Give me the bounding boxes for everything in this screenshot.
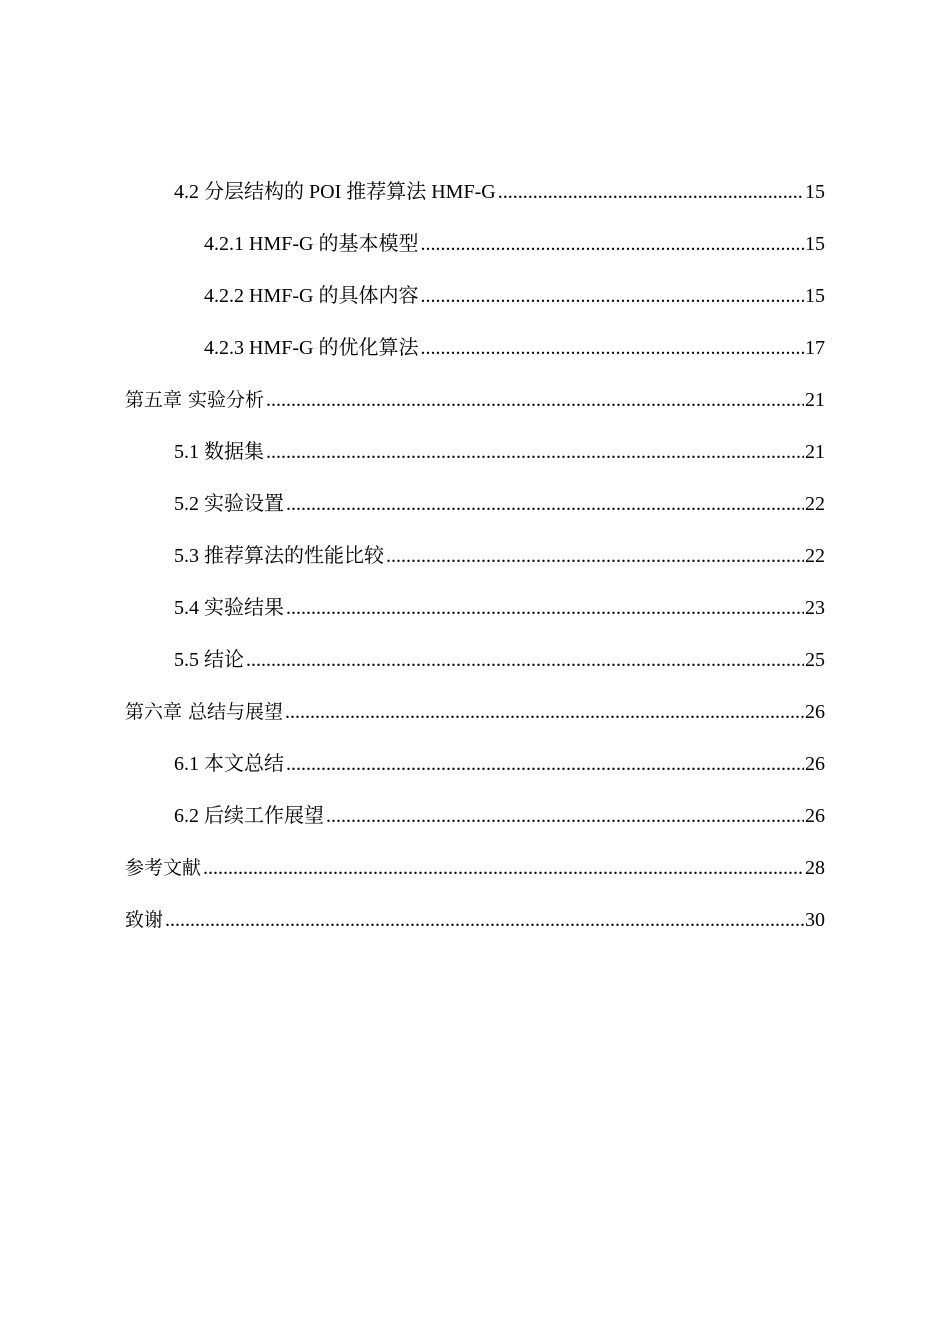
toc-entry-4-2-3[interactable] bbox=[204, 312, 825, 360]
dot-leader bbox=[266, 388, 804, 412]
toc-entry-label: 5.1 数据集 bbox=[174, 441, 264, 463]
dot-leader bbox=[165, 908, 804, 932]
toc-entry-4-2-2[interactable] bbox=[204, 260, 825, 308]
toc-entry-chapter-5[interactable] bbox=[125, 364, 825, 412]
toc-page-number: 26 bbox=[805, 701, 825, 723]
toc-entry-label: 第六章 总结与展望 bbox=[125, 701, 284, 723]
toc-page-number: 21 bbox=[805, 389, 825, 411]
dot-leader bbox=[286, 752, 804, 776]
toc-entry-5-3[interactable] bbox=[174, 520, 825, 568]
toc-entry-label: 5.4 实验结果 bbox=[174, 597, 284, 619]
toc-page-number: 21 bbox=[805, 441, 825, 463]
toc-entry-6-1[interactable] bbox=[174, 728, 825, 776]
toc-entry-label: 5.5 结论 bbox=[174, 649, 244, 671]
toc-entry-4-2-1[interactable] bbox=[204, 208, 825, 256]
toc-entry-label: 致谢 bbox=[125, 909, 164, 931]
dot-leader bbox=[420, 284, 804, 308]
toc-entry-5-5[interactable] bbox=[174, 624, 825, 672]
dot-leader bbox=[286, 596, 804, 620]
toc-page-number: 17 bbox=[805, 337, 825, 359]
toc-page-number: 15 bbox=[805, 285, 825, 307]
dot-leader bbox=[386, 544, 804, 568]
toc-entry-label: 4.2 分层结构的 POI 推荐算法 HMF-G bbox=[174, 181, 496, 203]
toc-entry-label: 6.1 本文总结 bbox=[174, 753, 284, 775]
toc-entry-5-1[interactable] bbox=[174, 416, 825, 464]
toc-page-number: 28 bbox=[805, 857, 825, 879]
dot-leader bbox=[286, 492, 804, 516]
dot-leader bbox=[246, 648, 804, 672]
toc-page-number: 26 bbox=[805, 753, 825, 775]
dot-leader bbox=[266, 440, 804, 464]
toc-entry-6-2[interactable] bbox=[174, 780, 825, 828]
toc-entry-label: 5.3 推荐算法的性能比较 bbox=[174, 545, 384, 567]
toc-page-number: 15 bbox=[805, 233, 825, 255]
dot-leader bbox=[498, 180, 804, 204]
toc-entry-label: 4.2.3 HMF-G 的优化算法 bbox=[204, 337, 419, 359]
toc-entry-references[interactable] bbox=[125, 832, 825, 880]
dot-leader bbox=[203, 856, 804, 880]
toc-page-number: 22 bbox=[805, 493, 825, 515]
toc-entry-4-2[interactable] bbox=[174, 156, 825, 204]
toc-entry-label: 5.2 实验设置 bbox=[174, 493, 284, 515]
dot-leader bbox=[285, 700, 804, 724]
toc-page-number: 25 bbox=[805, 649, 825, 671]
toc-page-number: 22 bbox=[805, 545, 825, 567]
toc-page-number: 30 bbox=[805, 909, 825, 931]
toc-page-number: 15 bbox=[805, 181, 825, 203]
dot-leader bbox=[420, 232, 804, 256]
toc-entry-chapter-6[interactable] bbox=[125, 676, 825, 724]
toc-entry-label: 4.2.1 HMF-G 的基本模型 bbox=[204, 233, 419, 255]
toc-entry-acknowledgements[interactable] bbox=[125, 884, 825, 932]
toc-entry-label: 第五章 实验分析 bbox=[125, 389, 265, 411]
toc-entry-5-4[interactable] bbox=[174, 572, 825, 620]
toc-entry-label: 4.2.2 HMF-G 的具体内容 bbox=[204, 285, 419, 307]
dot-leader bbox=[420, 336, 804, 360]
toc-entry-label: 6.2 后续工作展望 bbox=[174, 805, 324, 827]
dot-leader bbox=[326, 804, 804, 828]
toc-entry-5-2[interactable] bbox=[174, 468, 825, 516]
toc-page-number: 23 bbox=[805, 597, 825, 619]
toc-entry-label: 参考文献 bbox=[125, 857, 202, 879]
toc-page-number: 26 bbox=[805, 805, 825, 827]
